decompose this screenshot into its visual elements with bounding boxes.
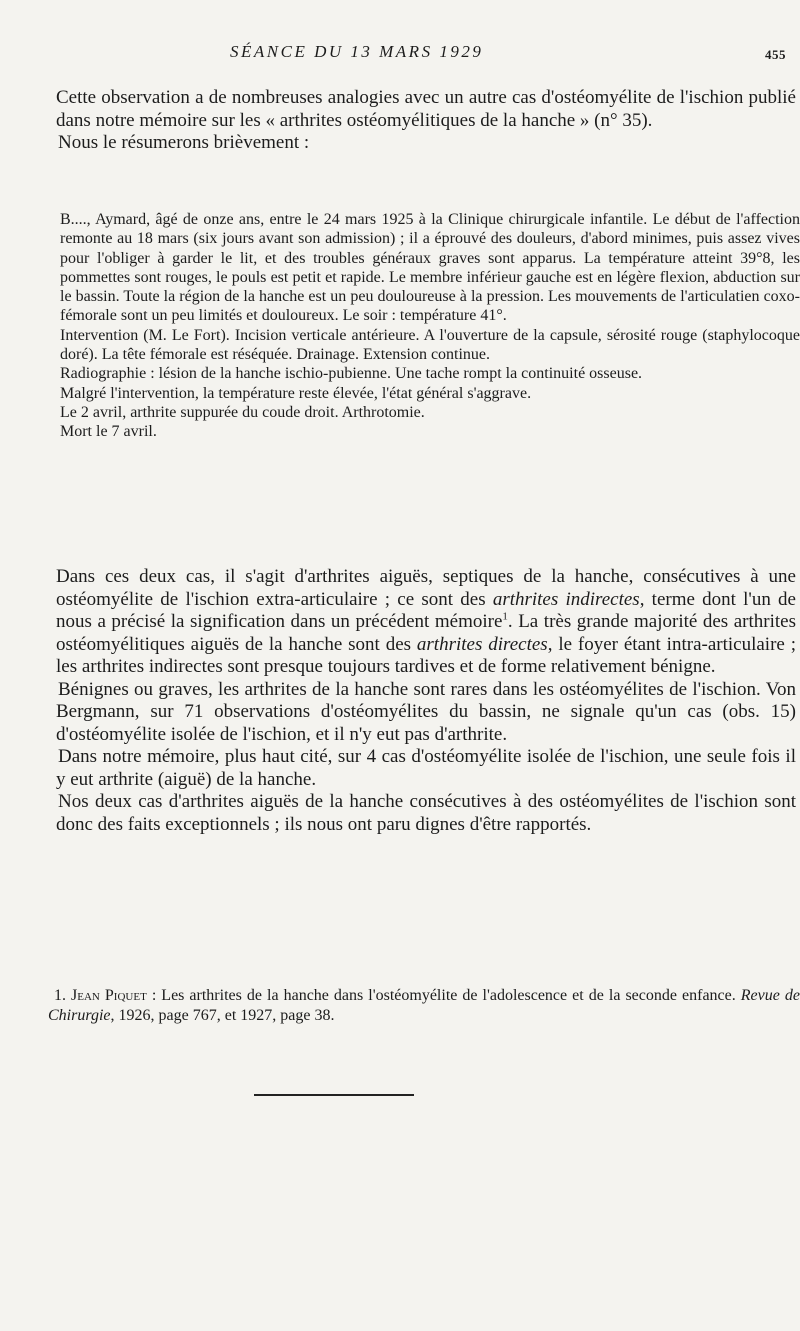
emphasis-indirect: arthrites indirectes	[492, 588, 640, 610]
intro-paragraph-2: Nous le résumerons brièvement :	[58, 132, 310, 153]
text-run: , le foyer étant intra-articulaire ; les arthrites indirectes sont presque toujours tardives et de forme relativement bénigne.	[56, 633, 796, 677]
discussion-paragraph-4: Nos deux cas d'arthrites aiguës de la hanche consécutives à des ostéomyélites de l'ischion sont donc des faits exceptionnels ; ils nous ont paru dignes d'être rapportés.	[56, 791, 796, 835]
discussion-section	[56, 566, 796, 836]
footnote-text-end: , 1926, page 767, et 1927, page 38.	[110, 1007, 335, 1024]
intro-section	[56, 87, 796, 155]
intro-paragraph-1: Cette observation a de nombreuses analogies avec un autre cas d'ostéomyélite de l'ischion publié dans notre mémoire sur les « arthrites ostéomyélitiques de la hanche » (n° 35).	[56, 87, 796, 131]
case-paragraph-6: Mort le 7 avril.	[60, 423, 157, 441]
case-paragraph-2: Intervention (M. Le Fort). Incision verticale antérieure. A l'ouverture de la capsule, sérosité rouge (staphylocoque doré). La tête fémorale est réséquée. Drainage. Extension continue.	[60, 326, 800, 364]
footnote-author: Jean Piquet	[71, 987, 147, 1004]
footnote-text: : Les arthrites de la hanche dans l'ostéomyélite de l'adolescence et de la seconde enfance.	[146, 987, 741, 1004]
text-run: Dans ces deux cas, il s'agit d'arthrites aiguës, septiques de la hanche, consécutives à une ostéomyélite de l'ischion extra-articulaire ; ce sont des	[56, 566, 796, 610]
footnote	[48, 986, 800, 1026]
footnote-paragraph	[48, 986, 800, 1026]
case-report	[48, 210, 800, 442]
page-number: 455	[765, 47, 786, 62]
footnote-journal: Revue de Chirurgie	[48, 987, 800, 1024]
emphasis-direct: arthrites directes	[416, 633, 548, 655]
footnote-ref: 1	[502, 610, 508, 623]
case-paragraph-3: Radiographie : lésion de la hanche ischio-pubienne. Une tache rompt la continuité osseuse.	[60, 365, 643, 383]
discussion-paragraph-2: Bénignes ou graves, les arthrites de la hanche sont rares dans les ostéomyélites de l'ischion. Von Bergmann, sur 71 observations d'ostéomyélites du bassin, ne signale qu'un cas (obs. 15) d'ostéomyélite isolée de l'ischion, et il n'y eut pas d'arthrite.	[56, 678, 796, 745]
text-run: , terme dont l'un de nous a précisé la signification dans un précédent mémoire	[56, 588, 796, 632]
discussion-paragraph-3: Dans notre mémoire, plus haut cité, sur 4 cas d'ostéomyélite isolée de l'ischion, une seule fois il y eut arthrite (aiguë) de la hanche.	[56, 746, 796, 790]
case-paragraph-1: B...., Aymard, âgé de onze ans, entre le 24 mars 1925 à la Clinique chirurgicale infantile. Le début de l'affection remonte au 18 mars (six jours avant son admission) ; il a éprouvé des douleurs, d'abord minimes, puis assez vives pour l'obliger à garder le lit, et des troubles généraux graves sont apparus. La température atteint 39°8, les pommettes sont rouges, le pouls est petit et rapide. Le membre inférieur gauche est en légère flexion, abduction sur le bassin. Toute la région de la hanche est un peu douloureuse à la pression. Les mouvements de l'articulatien coxo-fémorale sont un peu limités et douloureux. Le soir : température 41°.	[60, 211, 800, 325]
case-paragraph-4: Malgré l'intervention, la température reste élevée, l'état général s'aggrave.	[60, 384, 532, 402]
text-run: . La très grande majorité des arthrites ostéomyélitiques aiguës de la hanche sont des	[56, 611, 796, 655]
discussion-paragraph-1	[56, 566, 796, 679]
end-rule	[254, 1094, 414, 1096]
running-head: SÉANCE DU 13 MARS 1929	[230, 42, 484, 61]
case-paragraph-5: Le 2 avril, arthrite suppurée du coude droit. Arthrotomie.	[60, 403, 425, 421]
footnote-number: 1.	[54, 987, 66, 1004]
